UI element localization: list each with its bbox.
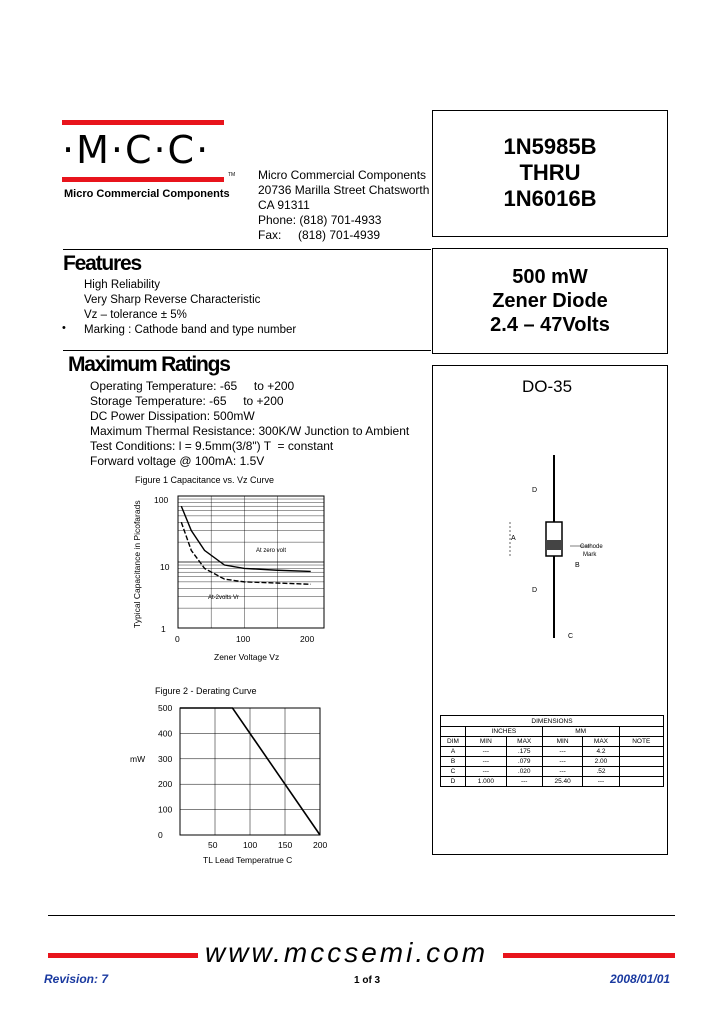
dims-header-cell: NOTE	[619, 737, 664, 747]
label-b: B	[575, 562, 580, 569]
figure1-xtick: 0	[175, 634, 180, 644]
figure2-chart	[125, 700, 340, 870]
dims-cell: 2.00	[583, 757, 619, 767]
mcc-logo: ·M·C·C·	[62, 128, 211, 172]
label-c: C	[568, 633, 574, 640]
label-a: A	[511, 535, 516, 542]
figure2-xtick: 50	[208, 840, 218, 850]
figure2-ytick: 100	[158, 804, 173, 815]
features-heading: Features	[63, 252, 141, 275]
table-row	[441, 777, 664, 787]
product-line-3: 2.4 – 47Volts	[490, 314, 610, 336]
figure1-caption: Figure 1 Capacitance vs. Vz Curve	[135, 475, 275, 485]
dims-cell	[619, 757, 664, 767]
address-line: Phone: (818) 701-4933	[258, 213, 382, 227]
logo-bar-bottom	[62, 177, 224, 182]
figure2-xtick: 150	[278, 840, 293, 850]
figure1-annot-1: At zero volt	[256, 548, 287, 554]
dims-cell: 25.40	[542, 777, 583, 787]
table-row	[441, 767, 664, 777]
part-line-3: 1N6016B	[503, 186, 597, 211]
figure2-ylabel: mW	[130, 754, 146, 764]
part-line-2: THRU	[519, 160, 581, 185]
table-row	[441, 757, 664, 767]
figure1-series-line	[181, 522, 310, 584]
figure1-ytick: 100	[154, 495, 169, 505]
logo-bar-top	[62, 120, 224, 125]
figure1-annot-2: At-2volts Vr	[208, 595, 239, 601]
company-address	[258, 168, 429, 243]
figure1-ylabel: Typical Capacitance in Picofarads	[132, 500, 142, 628]
footer-bar-right	[503, 953, 675, 958]
dims-header-cell: MIN	[542, 737, 583, 747]
dims-cell: A	[441, 747, 466, 757]
dims-cell	[619, 777, 664, 787]
dims-cell: ---	[583, 777, 619, 787]
figure1-xtick: 200	[300, 634, 315, 644]
features-rule	[63, 249, 431, 250]
dims-cell: ---	[542, 757, 583, 767]
address-line: Fax: (818) 701-4939	[258, 228, 381, 242]
features-list	[84, 278, 296, 338]
rating-item: Forward voltage @ 100mA: 1.5V	[90, 454, 265, 468]
figure2-xtick: 200	[313, 840, 328, 850]
dims-cell: D	[441, 777, 466, 787]
dims-cell: 1.000	[466, 777, 507, 787]
trademark: TM	[228, 172, 236, 178]
diode-body	[546, 522, 562, 556]
feature-item: Vz – tolerance ± 5%	[84, 309, 187, 321]
dims-cell	[619, 767, 664, 777]
dims-cell: ---	[466, 747, 507, 757]
cathode-label-1: Cathode	[580, 544, 603, 550]
product-box	[432, 248, 668, 354]
page-number: 1 of 3	[354, 975, 381, 986]
dims-cell: C	[441, 767, 466, 777]
cathode-band	[546, 540, 562, 550]
dims-cell: ---	[506, 777, 542, 787]
dims-inches: INCHES	[466, 727, 543, 737]
dims-mm: MM	[542, 727, 619, 737]
ratings-rule	[63, 350, 431, 351]
table-row	[441, 747, 664, 757]
feature-item: Marking : Cathode band and type number	[84, 324, 297, 336]
product-line-1: 500 mW	[512, 266, 588, 288]
rating-item: DC Power Dissipation: 500mW	[90, 409, 255, 423]
dims-title: DIMENSIONS	[441, 716, 664, 727]
dims-cell: ---	[466, 757, 507, 767]
package-drawing	[440, 440, 665, 660]
figure2-ytick: 500	[158, 703, 173, 713]
dimensions-table	[440, 715, 664, 787]
package-name: DO-35	[522, 377, 573, 396]
rating-item: Storage Temperature: -65 to +200	[90, 394, 284, 408]
footer-bar-left	[48, 953, 198, 958]
date: 2008/01/01	[610, 972, 671, 986]
cathode-label-2: Mark	[583, 552, 597, 558]
dims-cell: ---	[466, 767, 507, 777]
dims-cell: B	[441, 757, 466, 767]
address-line: Micro Commercial Components	[258, 168, 427, 182]
ratings-heading: Maximum Ratings	[68, 353, 230, 376]
dims-cell: .079	[506, 757, 542, 767]
dims-cell: ---	[542, 747, 583, 757]
figure1-ytick: 1	[161, 624, 166, 634]
rating-item: Operating Temperature: -65 to +200	[90, 379, 295, 393]
dims-cell: .020	[506, 767, 542, 777]
address-line: 20736 Marilla Street Chatsworth	[258, 183, 430, 197]
address-line: CA 91311	[258, 198, 310, 212]
feature-item: Very Sharp Reverse Characteristic	[84, 294, 261, 306]
bullet: •	[62, 322, 66, 334]
dims-cell: .52	[583, 767, 619, 777]
rating-item: Maximum Thermal Resistance: 300K/W Junction to Ambient	[90, 424, 410, 438]
label-d2: D	[532, 587, 538, 594]
dims-table	[440, 715, 664, 787]
company-name: Micro Commercial Components	[64, 188, 230, 200]
figure2-xtick: 100	[243, 840, 258, 850]
rating-item: Test Conditions: l = 9.5mm(3/8") T = constant	[90, 439, 334, 453]
figure1-ytick: 10	[160, 562, 170, 572]
dims-cell: 4.2	[583, 747, 619, 757]
product-line-2: Zener Diode	[492, 290, 608, 312]
label-d: D	[532, 487, 538, 494]
figure2-xlabel: TL Lead Temperatrue C	[203, 855, 293, 865]
figure2-ytick: 400	[158, 728, 173, 739]
dims-cell: .175	[506, 747, 542, 757]
figure2-caption: Figure 2 - Derating Curve	[155, 686, 257, 696]
dims-header-cell: MAX	[583, 737, 619, 747]
footer-url[interactable]: www.mccsemi.com	[205, 937, 489, 968]
dims-cell	[619, 747, 664, 757]
dims-cell: ---	[542, 767, 583, 777]
footer-rule	[48, 915, 675, 916]
dims-header-cell: MIN	[466, 737, 507, 747]
part-line-1: 1N5985B	[503, 134, 597, 159]
figure2-ytick: 200	[158, 779, 173, 790]
figure2-ytick: 300	[158, 753, 173, 764]
part-number-box	[432, 110, 668, 237]
figure1-xlabel: Zener Voltage Vz	[214, 652, 280, 662]
dims-header-cell: MAX	[506, 737, 542, 747]
feature-item: High Reliability	[84, 279, 161, 291]
figure1-xtick: 100	[236, 634, 251, 644]
dims-header-cell: DIM	[441, 737, 466, 747]
ratings-list	[90, 379, 409, 469]
revision: Revision: 7	[44, 972, 109, 986]
figure1-chart	[128, 488, 328, 666]
figure2-ytick: 0	[158, 830, 163, 840]
